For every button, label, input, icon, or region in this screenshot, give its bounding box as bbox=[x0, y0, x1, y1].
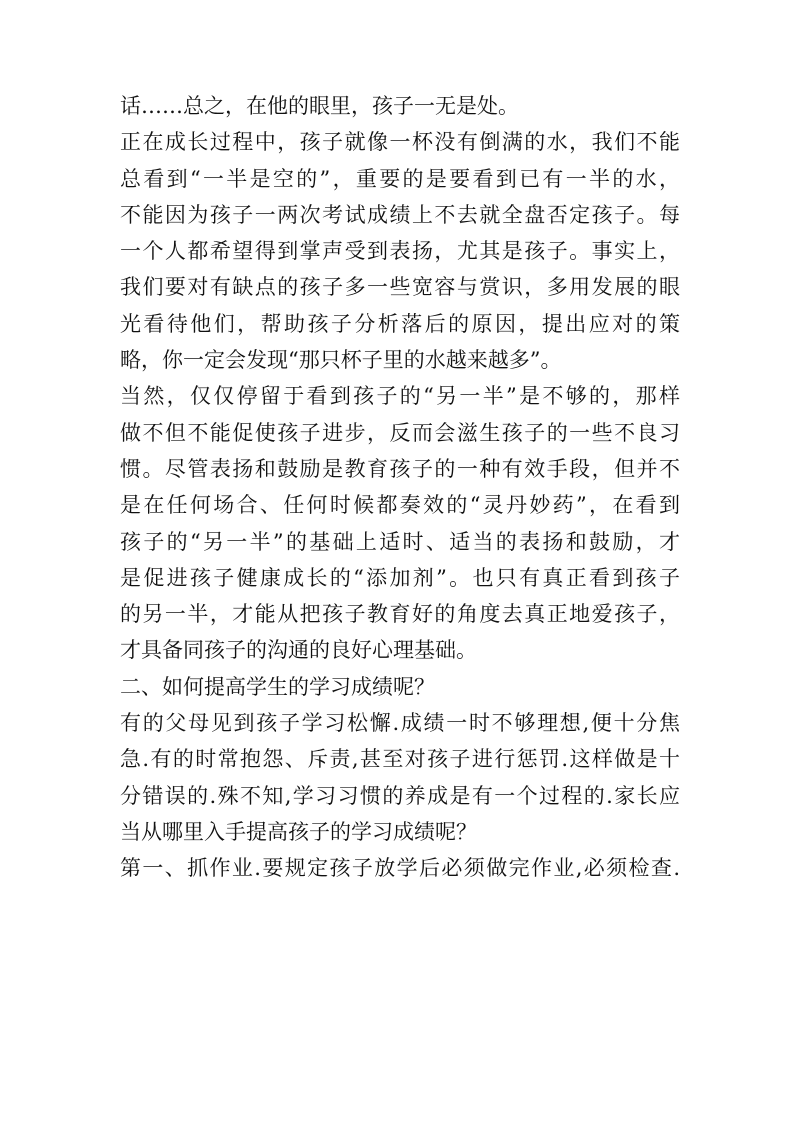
text-line: 当然，仅仅停留于看到孩子的“另一半”是不够的，那样 bbox=[120, 384, 680, 409]
text-line: 急.有的时常抱怨、斥责,甚至对孩子进行惩罚.这样做是十 bbox=[120, 747, 680, 772]
text-line: 不能因为孩子一两次考试成绩上不去就全盘否定孩子。每 bbox=[120, 202, 680, 227]
text-line: 做不但不能促使孩子进步，反而会滋生孩子的一些不良习 bbox=[120, 420, 680, 445]
section-heading: 二、如何提高学生的学习成绩呢？ bbox=[120, 674, 435, 699]
text-line: 略，你一定会发现“那只杯子里的水越来越多”。 bbox=[120, 348, 562, 373]
text-line: 才具备同孩子的沟通的良好心理基础。 bbox=[120, 638, 477, 663]
text-line: 一个人都希望得到掌声受到表扬，尤其是孩子。事实上， bbox=[120, 239, 680, 264]
text-line: 光看待他们，帮助孩子分析落后的原因，提出应对的策 bbox=[120, 311, 680, 336]
text-line: 总看到“一半是空的”，重要的是要看到已有一半的水， bbox=[120, 166, 680, 191]
text-line: 话……总之，在他的眼里，孩子一无是处。 bbox=[120, 94, 519, 118]
text-line: 的另一半，才能从把孩子教育好的角度去真正地爱孩子， bbox=[120, 602, 680, 627]
text-line: 孩子的“另一半”的基础上适时、适当的表扬和鼓励，才 bbox=[120, 529, 680, 554]
text-line: 是在任何场合、任何时候都奏效的“灵丹妙药”，在看到 bbox=[120, 493, 680, 518]
text-line: 分错误的.殊不知,学习习惯的养成是有一个过程的.家长应 bbox=[120, 783, 680, 808]
text-line: 惯。尽管表扬和鼓励是教育孩子的一种有效手段，但并不 bbox=[120, 456, 680, 481]
text-line: 正在成长过程中，孩子就像一杯没有倒满的水，我们不能 bbox=[120, 130, 680, 155]
text-line: 我们要对有缺点的孩子多一些宽容与赏识，多用发展的眼 bbox=[120, 275, 680, 300]
text-line: 当从哪里入手提高孩子的学习成绩呢？ bbox=[120, 819, 477, 844]
text-line: 第一、抓作业.要规定孩子放学后必须做完作业,必须检查. bbox=[120, 856, 680, 881]
text-line: 有的父母见到孩子学习松懈.成绩一时不够理想,便十分焦 bbox=[120, 711, 680, 736]
text-line: 是促进孩子健康成长的“添加剂”。也只有真正看到孩子 bbox=[120, 565, 680, 590]
document-body bbox=[120, 88, 680, 887]
